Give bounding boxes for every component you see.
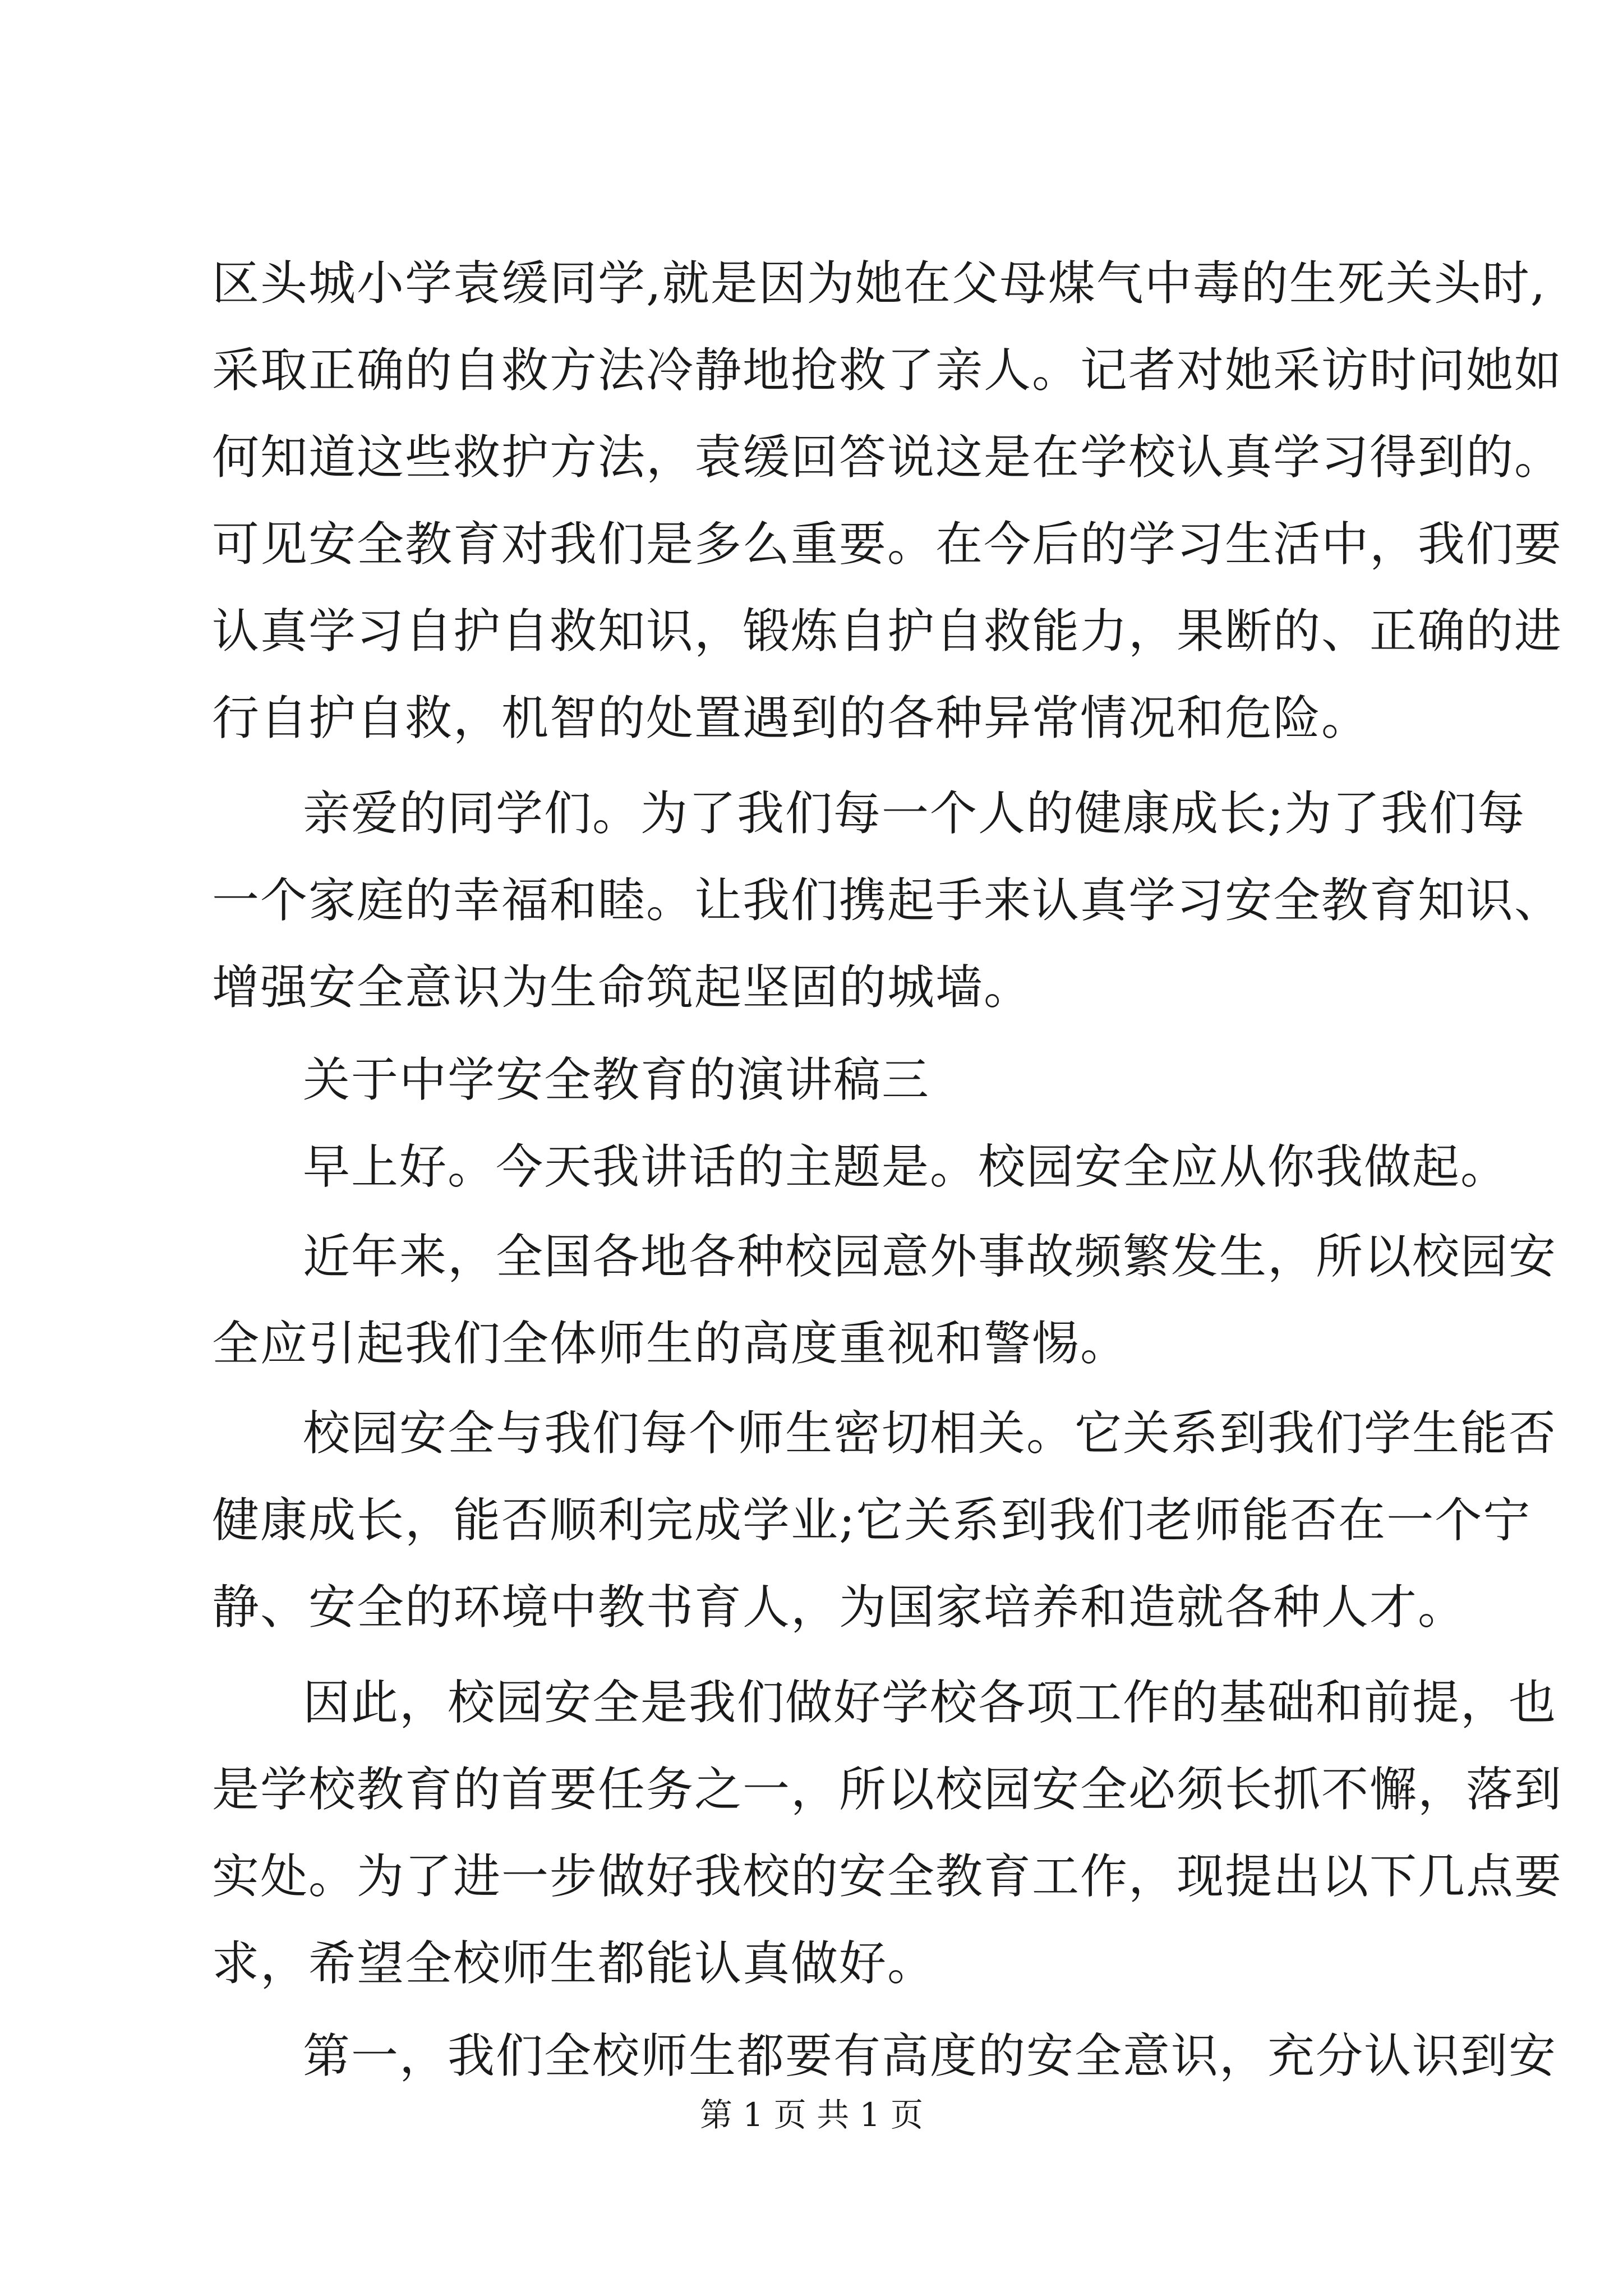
text-line: 区头城小学袁缓同学,就是因为她在父母煤气中毒的生死关头时, (212, 256, 1547, 311)
page-number-footer: 第 1 页 共 1 页 (700, 2096, 923, 2134)
paragraph-first-line: 因此，校园安全是我们做好学校各项工作的基础和前提，也 (303, 1675, 1557, 1730)
section-heading: 关于中学安全教育的演讲稿三 (303, 1052, 930, 1107)
text-line: 行自护自救，机智的处置遇到的各种异常情况和危险。 (212, 691, 1370, 746)
paragraph-first-line: 亲爱的同学们。为了我们每一个人的健康成长;为了我们每 (303, 786, 1526, 841)
text-line: 增强安全意识为生命筑起坚固的城墙。 (212, 960, 1032, 1015)
text-line: 求，希望全校师生都能认真做好。 (212, 1936, 936, 1991)
text-line: 可见安全教育对我们是多么重要。在今后的学习生活中，我们要 (212, 517, 1563, 572)
paragraph-first-line: 近年来，全国各地各种校园意外事故频繁发生，所以校园安 (303, 1229, 1557, 1284)
paragraph-first-line: 校园安全与我们每个师生密切相关。它关系到我们学生能否 (303, 1406, 1557, 1461)
text-line: 全应引起我们全体师生的高度重视和警惕。 (212, 1316, 1129, 1371)
text-line: 健康成长，能否顺利完成学业;它关系到我们老师能否在一个宁 (212, 1493, 1532, 1548)
paragraph-first-line: 早上好。今天我讲话的主题是。校园安全应从你我做起。 (303, 1139, 1509, 1194)
text-line: 认真学习自护自救知识，锻炼自护自救能力，果断的、正确的进 (212, 604, 1563, 659)
text-line: 实处。为了进一步做好我校的安全教育工作，现提出以下几点要 (212, 1849, 1563, 1904)
paragraph-first-line: 第一，我们全校师生都要有高度的安全意识，充分认识到安 (303, 2028, 1557, 2083)
text-line: 采取正确的自救方法冷静地抢救了亲人。记者对她采访时问她如 (212, 343, 1563, 398)
text-line: 何知道这些救护方法，袁缓回答说这是在学校认真学习得到的。 (212, 430, 1563, 485)
text-line: 一个家庭的幸福和睦。让我们携起手来认真学习安全教育知识、 (212, 873, 1563, 928)
text-line: 静、安全的环境中教书育人，为国家培养和造就各种人才。 (212, 1580, 1467, 1635)
text-line: 是学校教育的首要任务之一，所以校园安全必须长抓不懈，落到 (212, 1762, 1563, 1817)
